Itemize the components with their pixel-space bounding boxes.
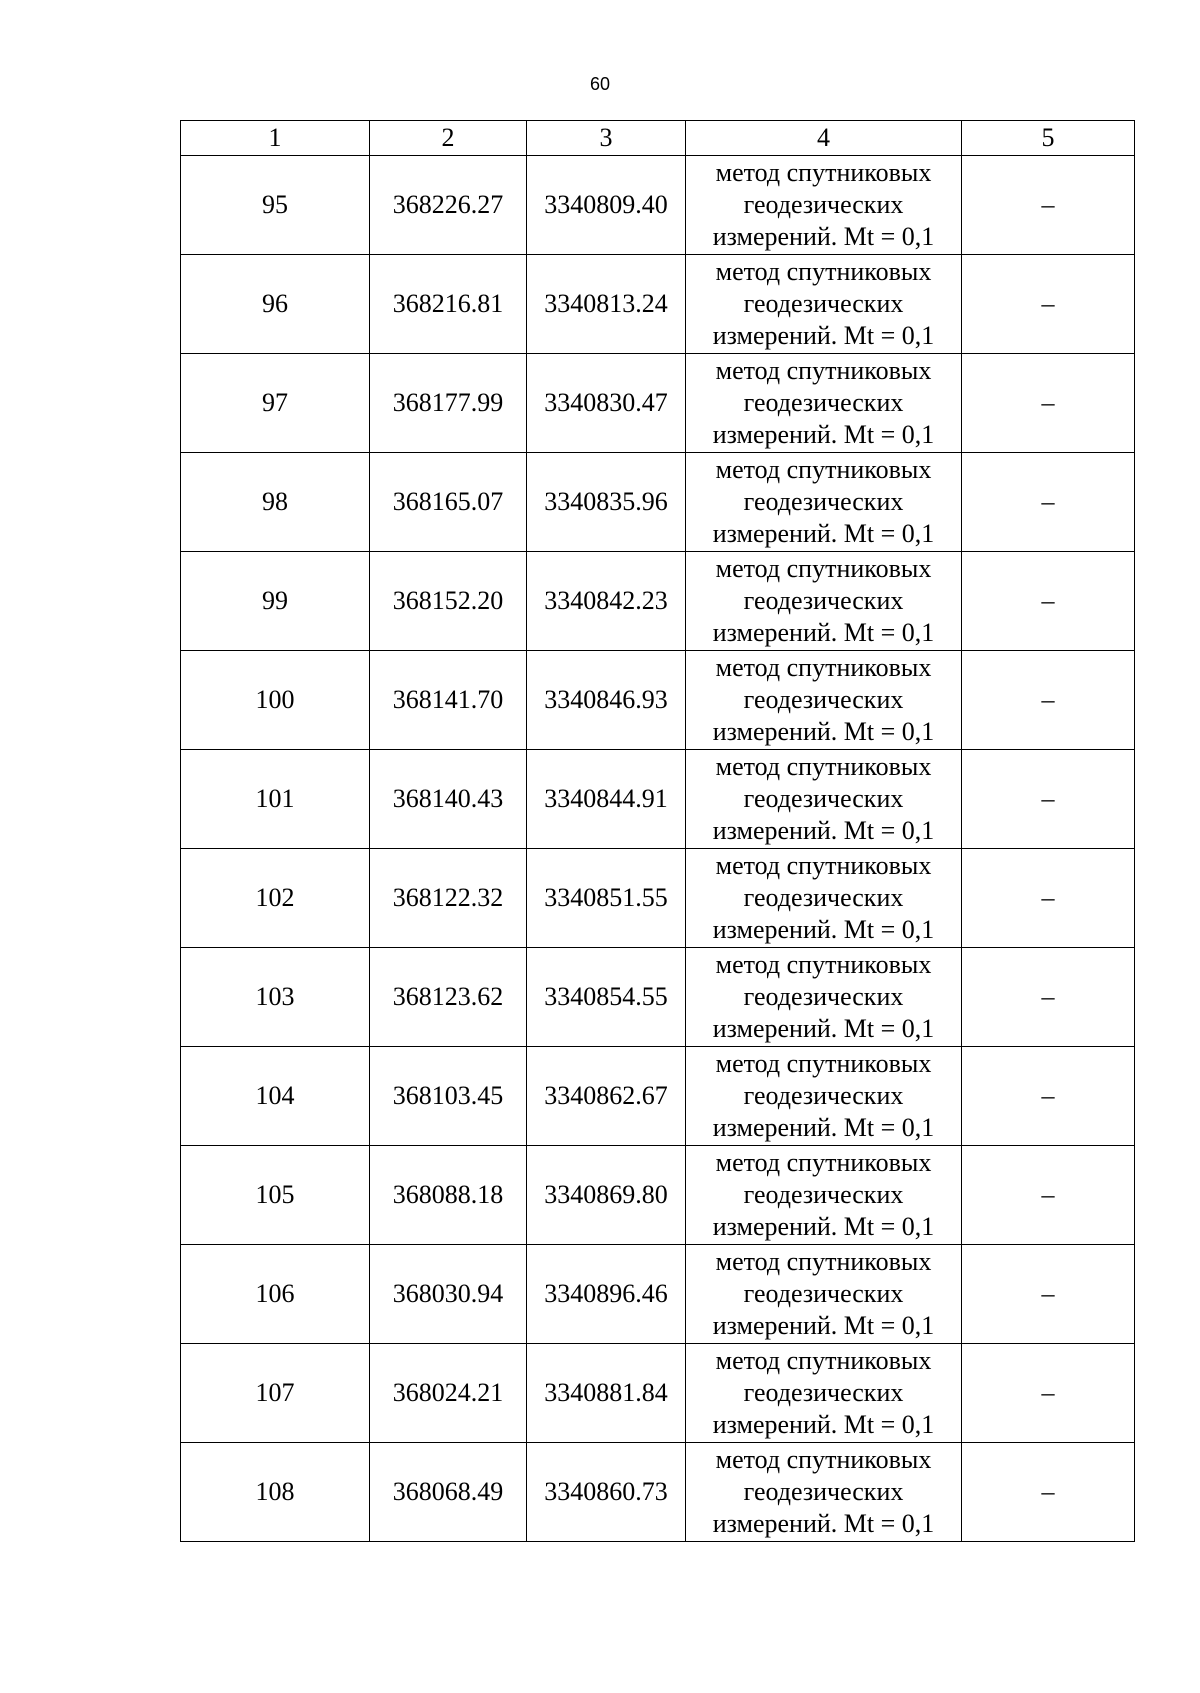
method-line: измерений. Mt = 0,1 (712, 420, 935, 449)
x-coordinate-cell: 368140.43 (370, 750, 527, 849)
method-line: метод спутниковых (715, 455, 932, 484)
x-coordinate-cell: 368216.81 (370, 255, 527, 354)
point-number-cell: 95 (181, 156, 370, 255)
x-coordinate-cell: 368177.99 (370, 354, 527, 453)
method-cell (686, 750, 962, 849)
method-line: измерений. Mt = 0,1 (712, 1212, 935, 1241)
x-coordinate-cell: 368152.20 (370, 552, 527, 651)
method-cell (686, 1443, 962, 1542)
table-row (181, 354, 1135, 453)
x-coordinate-cell: 368103.45 (370, 1047, 527, 1146)
y-coordinate-cell: 3340854.55 (527, 948, 686, 1047)
method-cell (686, 1344, 962, 1443)
table-row (181, 1443, 1135, 1542)
x-coordinate-cell: 368165.07 (370, 453, 527, 552)
x-coordinate-cell: 368122.32 (370, 849, 527, 948)
method-line: геодезических (743, 1081, 904, 1110)
note-cell: – (962, 651, 1135, 750)
note-cell: – (962, 453, 1135, 552)
point-number-cell: 106 (181, 1245, 370, 1344)
method-line: метод спутниковых (715, 257, 932, 286)
method-cell (686, 156, 962, 255)
method-cell (686, 651, 962, 750)
point-number-cell: 107 (181, 1344, 370, 1443)
table-row (181, 849, 1135, 948)
point-number-cell: 102 (181, 849, 370, 948)
method-line: геодезических (743, 388, 904, 417)
point-number-cell: 96 (181, 255, 370, 354)
table-row (181, 1245, 1135, 1344)
method-line: геодезических (743, 1477, 904, 1506)
table-row (181, 948, 1135, 1047)
method-line: геодезических (743, 1378, 904, 1407)
y-coordinate-cell: 3340860.73 (527, 1443, 686, 1542)
y-coordinate-cell: 3340881.84 (527, 1344, 686, 1443)
method-line: измерений. Mt = 0,1 (712, 618, 935, 647)
method-line: метод спутниковых (715, 356, 932, 385)
method-line: измерений. Mt = 0,1 (712, 1410, 935, 1439)
x-coordinate-cell: 368030.94 (370, 1245, 527, 1344)
method-cell (686, 1245, 962, 1344)
method-line: метод спутниковых (715, 653, 932, 682)
method-cell (686, 1047, 962, 1146)
note-cell: – (962, 1245, 1135, 1344)
point-number-cell: 101 (181, 750, 370, 849)
table-row (181, 1047, 1135, 1146)
method-line: измерений. Mt = 0,1 (712, 519, 935, 548)
method-line: измерений. Mt = 0,1 (712, 1509, 935, 1538)
note-cell: – (962, 948, 1135, 1047)
y-coordinate-cell: 3340813.24 (527, 255, 686, 354)
table-row (181, 255, 1135, 354)
y-coordinate-cell: 3340835.96 (527, 453, 686, 552)
note-cell: – (962, 1047, 1135, 1146)
method-line: измерений. Mt = 0,1 (712, 321, 935, 350)
y-coordinate-cell: 3340869.80 (527, 1146, 686, 1245)
method-line: метод спутниковых (715, 1049, 932, 1078)
note-cell: – (962, 354, 1135, 453)
note-cell: – (962, 156, 1135, 255)
method-line: геодезических (743, 982, 904, 1011)
method-cell (686, 1146, 962, 1245)
column-header: 4 (686, 121, 962, 156)
point-number-cell: 108 (181, 1443, 370, 1542)
x-coordinate-cell: 368024.21 (370, 1344, 527, 1443)
table-row (181, 552, 1135, 651)
column-header: 3 (527, 121, 686, 156)
method-cell (686, 849, 962, 948)
method-line: геодезических (743, 1180, 904, 1209)
method-line: метод спутниковых (715, 1148, 932, 1177)
method-line: измерений. Mt = 0,1 (712, 222, 935, 251)
point-number-cell: 100 (181, 651, 370, 750)
column-header: 5 (962, 121, 1135, 156)
method-line: измерений. Mt = 0,1 (712, 915, 935, 944)
note-cell: – (962, 1344, 1135, 1443)
method-line: метод спутниковых (715, 1346, 932, 1375)
method-line: геодезических (743, 190, 904, 219)
table-body (181, 156, 1135, 1542)
note-cell: – (962, 1146, 1135, 1245)
method-line: геодезических (743, 1279, 904, 1308)
table-row (181, 453, 1135, 552)
method-cell (686, 453, 962, 552)
y-coordinate-cell: 3340846.93 (527, 651, 686, 750)
y-coordinate-cell: 3340830.47 (527, 354, 686, 453)
method-line: метод спутниковых (715, 1445, 932, 1474)
y-coordinate-cell: 3340842.23 (527, 552, 686, 651)
note-cell: – (962, 552, 1135, 651)
note-cell: – (962, 1443, 1135, 1542)
point-number-cell: 97 (181, 354, 370, 453)
point-number-cell: 104 (181, 1047, 370, 1146)
y-coordinate-cell: 3340862.67 (527, 1047, 686, 1146)
table-header-row (181, 121, 1135, 156)
table-row (181, 1146, 1135, 1245)
method-line: метод спутниковых (715, 851, 932, 880)
column-header: 1 (181, 121, 370, 156)
page-number: 60 (589, 74, 611, 94)
method-line: метод спутниковых (715, 950, 932, 979)
note-cell: – (962, 255, 1135, 354)
method-line: измерений. Mt = 0,1 (712, 1014, 935, 1043)
point-number-cell: 99 (181, 552, 370, 651)
y-coordinate-cell: 3340844.91 (527, 750, 686, 849)
y-coordinate-cell: 3340809.40 (527, 156, 686, 255)
method-cell (686, 354, 962, 453)
method-cell (686, 948, 962, 1047)
method-line: измерений. Mt = 0,1 (712, 816, 935, 845)
note-cell: – (962, 849, 1135, 948)
method-cell (686, 552, 962, 651)
method-line: геодезических (743, 883, 904, 912)
method-line: измерений. Mt = 0,1 (712, 1113, 935, 1142)
method-line: геодезических (743, 784, 904, 813)
table-row (181, 750, 1135, 849)
method-line: измерений. Mt = 0,1 (712, 717, 935, 746)
point-number-cell: 98 (181, 453, 370, 552)
x-coordinate-cell: 368226.27 (370, 156, 527, 255)
table-row (181, 156, 1135, 255)
column-header: 2 (370, 121, 527, 156)
point-number-cell: 105 (181, 1146, 370, 1245)
table-row (181, 1344, 1135, 1443)
method-line: геодезических (743, 685, 904, 714)
y-coordinate-cell: 3340851.55 (527, 849, 686, 948)
method-line: метод спутниковых (715, 1247, 932, 1276)
x-coordinate-cell: 368141.70 (370, 651, 527, 750)
method-line: метод спутниковых (715, 158, 932, 187)
method-line: метод спутниковых (715, 752, 932, 781)
x-coordinate-cell: 368123.62 (370, 948, 527, 1047)
method-line: геодезических (743, 487, 904, 516)
x-coordinate-cell: 368088.18 (370, 1146, 527, 1245)
x-coordinate-cell: 368068.49 (370, 1443, 527, 1542)
method-line: геодезических (743, 586, 904, 615)
coordinates-table (180, 120, 1135, 1542)
table-row (181, 651, 1135, 750)
method-line: геодезических (743, 289, 904, 318)
method-cell (686, 255, 962, 354)
note-cell: – (962, 750, 1135, 849)
method-line: измерений. Mt = 0,1 (712, 1311, 935, 1340)
method-line: метод спутниковых (715, 554, 932, 583)
y-coordinate-cell: 3340896.46 (527, 1245, 686, 1344)
point-number-cell: 103 (181, 948, 370, 1047)
